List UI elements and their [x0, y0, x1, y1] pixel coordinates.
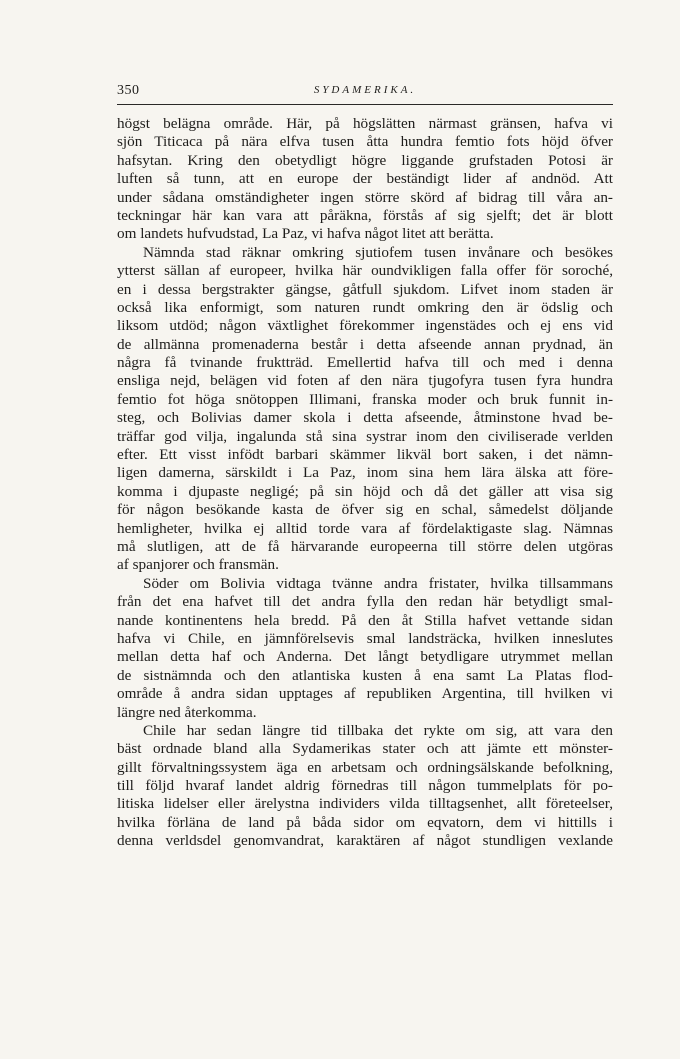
- text-line: denna verldsdel genomvandrat, karaktären af något stundligen vexlande: [117, 832, 613, 850]
- text-line: område å andra sidan upptages af republiken Argentina, till hvilken vi: [117, 685, 613, 703]
- text-line: må slutligen, att de få härvarande europeerna till större delen utgöras: [117, 537, 613, 555]
- text-line: Nämnda stad räknar omkring sjutiofem tusen invånare och besökes: [143, 243, 613, 261]
- text-line: Chile har sedan längre tid tillbaka det rykte om sig, att vara den: [143, 721, 613, 739]
- text-line: ytterst sällan af europeer, hvilka här oundvikligen falla offer för soroché,: [117, 262, 613, 280]
- text-line: högst belägna område. Här, på högslätten närmast gränsen, hafva vi: [117, 115, 613, 132]
- body-text: [117, 115, 613, 851]
- text-line: femtio fot höga snötoppen Illimani, franska moder och bruk funnit in-: [117, 390, 613, 408]
- text-line: luften så tunn, att en europe der beständigt lider af andnöd. Att: [117, 170, 613, 188]
- text-line: från det ena hafvet till det andra fylla den redan här betydligt smal-: [117, 593, 613, 611]
- text-line: hafsytan. Kring den obetydligt högre liggande grufstaden Potosi är: [117, 151, 613, 169]
- running-title: SYDAMERIKA.: [313, 84, 417, 96]
- text-line: om landets hufvudstad, La Paz, vi hafva något litet att berätta.: [117, 225, 494, 243]
- page-number: 350: [117, 83, 140, 98]
- text-line: längre ned återkomma.: [117, 703, 257, 721]
- text-line: några få tvinande fruktträd. Emellertid hafva till och med i denna: [117, 354, 613, 372]
- text-line: efter. Ett visst infödt barbari skämmer likväl bort saken, i det nämn-: [117, 446, 613, 464]
- text-line: nande kontinentens hela bredd. På den åt Stilla hafvet vettande sidan: [117, 611, 613, 629]
- text-line: liksom utdöd; någon växtlighet förekommer ingenstädes och ej ens vid: [117, 317, 613, 335]
- text-line: litiska lidelser eller ärelystna individers vilda tilltagsenhet, allt företeelser,: [117, 795, 613, 813]
- text-line: steg, och Bolivias damer skola i detta afseende, åtminstone hvad be-: [117, 409, 613, 427]
- text-line: för någon besökande kasta de öfver sig en schal, såmedelst döljande: [117, 501, 613, 519]
- text-line: också lika enformigt, som naturen rundt omkring den är ödslig och: [117, 298, 613, 316]
- text-line: komma i djupaste negligé; på sin höjd och då det gäller att visa sig: [117, 482, 613, 500]
- text-line: till följd hvaraf landet aldrig förnedras till någon tummelplats för po-: [117, 777, 613, 795]
- text-line: de sistnämnda och den atlantiska kusten å ena samt La Platas flod-: [117, 666, 613, 684]
- text-line: sjön Titicaca på nära elfva tusen åtta hundra femtio fots höjd öfver: [117, 133, 613, 151]
- text-line: af spanjorer och fransmän.: [117, 556, 279, 574]
- text-line: en i dessa bergstrakter gängse, gåtfull sjukdom. Lifvet inom staden är: [117, 280, 613, 298]
- text-line: gillt förvaltningssystem äga en arbetsam och ordningsälskande befolkning,: [117, 758, 613, 776]
- text-line: ligen damerna, särskildt i La Paz, inom sina hem lära älska att före-: [117, 464, 613, 482]
- text-line: träffar god vilja, ingalunda stå sina systrar inom den civiliserade verlden: [117, 427, 613, 445]
- text-line: hvilka förläna de land på båda sidor om eqvatorn, dem vi hittills i: [117, 813, 613, 831]
- text-line: hemligheter, hvilka ej alltid torde vara af fördelaktigaste slag. Nämnas: [117, 519, 613, 537]
- text-line: Söder om Bolivia vidtaga tvänne andra fristater, hvilka tillsammans: [143, 574, 613, 592]
- text-line: de allmänna promenaderna består i detta afseende annan prydnad, än: [117, 335, 613, 353]
- header-rule: [117, 104, 613, 105]
- text-line: ensliga nejd, belägen vid foten af den nära tjugofyra tusen fyra hundra: [117, 372, 613, 390]
- text-line: hafva vi Chile, en jämnförelsevis smal landsträcka, hvilken inneslutes: [117, 629, 613, 647]
- running-head: [117, 83, 613, 105]
- text-line: bäst ordnade bland alla Sydamerikas stater och att jämte ett mönster-: [117, 740, 613, 758]
- text-line: mellan detta haf och Anderna. Det långt betydligare utrymmet mellan: [117, 648, 613, 666]
- text-line: under sådana omständigheter ingen större skörd af bidrag till våra an-: [117, 188, 613, 206]
- text-line: teckningar här kan vara att påräkna, förstås af sig sjelft; det är blott: [117, 206, 613, 224]
